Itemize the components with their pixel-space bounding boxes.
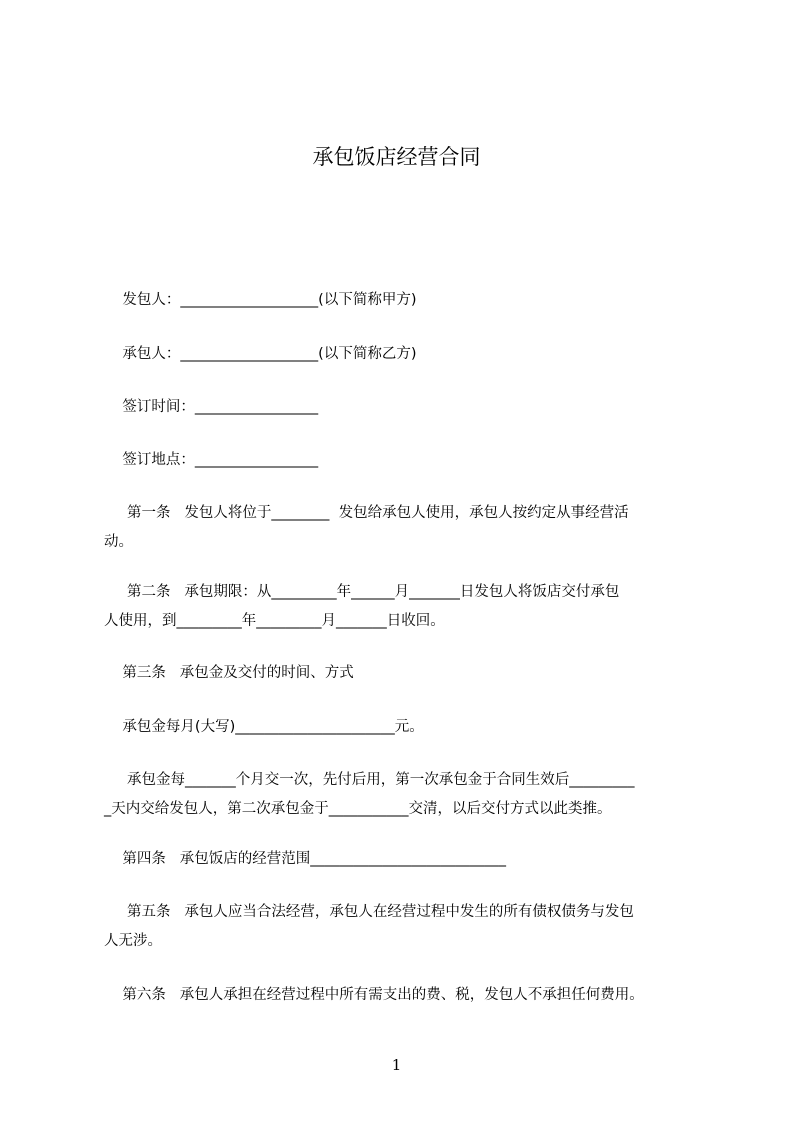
article-3-amount-line: 承包金每月(大写)______________________元。	[104, 719, 424, 735]
article-5-row-1: 第五条 承包人应当合法经营，承包人在经营过程中发生的所有债权债务与发包	[104, 904, 634, 920]
article-3-payment-row-1: 承包金每_______个月交一次，先付后用，第一次承包金于合同生效后_________	[104, 772, 635, 788]
article-2-row-1: 第二条 承包期限：从_________年______月_______日发包人将饭店交付承包	[104, 584, 620, 600]
sign-place-line: 签订地点：_________________	[104, 452, 319, 468]
article-5-row-2: 人无涉。	[104, 933, 162, 949]
article-3-heading: 第三条 承包金及交付的时间、方式	[104, 665, 354, 681]
contractee-line: 承包人：___________________(以下简称乙方)	[104, 346, 417, 362]
article-1-row-1: 第一条 发包人将位于________ 发包给承包人使用，承包人按约定从事经营活	[104, 505, 629, 521]
article-1	[104, 499, 704, 557]
article-2	[104, 578, 704, 636]
article-3-payment	[104, 766, 704, 824]
article-6-line: 第六条 承包人承担在经营过程中所有需支出的费、税，发包人不承担任何费用。	[104, 987, 644, 1003]
article-5	[104, 898, 704, 956]
contractor-line: 发包人：___________________(以下简称甲方)	[104, 292, 417, 308]
sign-time-line: 签订时间：_________________	[104, 399, 319, 415]
document-title: 承包饭店经营合同	[312, 145, 481, 169]
article-2-row-2: 人使用，到_________年_________月_______日收回。	[104, 613, 445, 629]
page-number: 1	[391, 1056, 402, 1074]
article-3-payment-row-2: _天内交给发包人，第二次承包金于___________交清，以后交付方式以此类推。	[104, 801, 612, 817]
article-4-line: 第四条 承包饭店的经营范围___________________________	[104, 851, 507, 867]
article-1-row-2: 动。	[104, 534, 133, 550]
